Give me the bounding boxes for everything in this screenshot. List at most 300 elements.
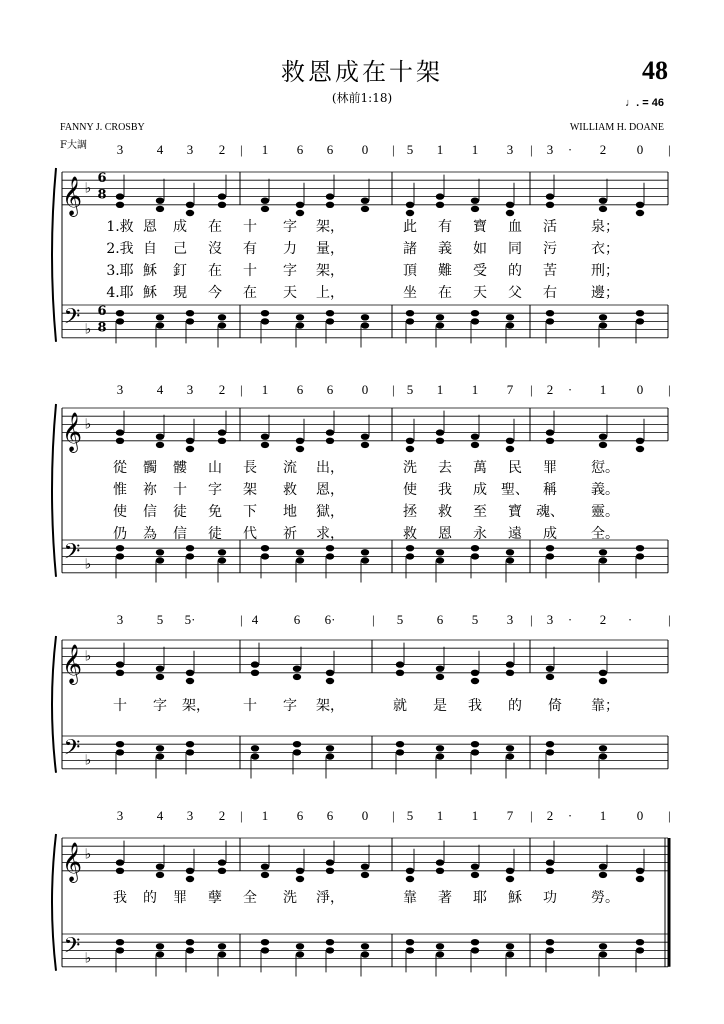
lyric-syllable: 架，: [316, 219, 344, 235]
bass-notehead: [506, 549, 514, 555]
lyric-syllable: 惟: [113, 482, 127, 498]
lyric-syllable: 救: [438, 504, 452, 520]
notation-digit: 6: [293, 612, 301, 627]
treble-clef-icon: 𝄞: [61, 643, 83, 684]
flat-icon: ♭: [84, 648, 92, 665]
notation-barline: |: [240, 382, 243, 397]
treble-notehead: [293, 666, 301, 672]
lyric-syllable: 上，: [316, 285, 344, 301]
bass-notehead: [506, 951, 514, 957]
bass-notehead: [116, 947, 124, 953]
bass-notehead: [361, 549, 369, 555]
treble-notehead: [296, 876, 304, 882]
lyric-syllable: 永: [473, 526, 487, 542]
bass-notehead: [261, 939, 269, 945]
bass-notehead: [471, 545, 479, 551]
lyric-syllable: 己: [173, 241, 187, 257]
bass-notehead: [361, 951, 369, 957]
bass-notehead: [186, 749, 194, 755]
time-signature-numerator: 6: [97, 171, 107, 187]
notation-digit: 3: [116, 612, 124, 627]
treble-notehead: [116, 661, 124, 667]
lyric-syllable: 力: [283, 241, 297, 257]
treble-notehead: [261, 872, 269, 878]
lyric-syllable: 坐: [403, 285, 417, 301]
bass-notehead: [116, 553, 124, 559]
notation-digit: 7: [506, 808, 514, 823]
hymn-title: 救恩成在十架: [281, 58, 443, 86]
bass-notehead: [396, 749, 404, 755]
treble-notehead: [116, 868, 124, 874]
treble-notehead: [396, 670, 404, 676]
bass-notehead: [396, 741, 404, 747]
treble-notehead: [116, 670, 124, 676]
lyric-syllable: 釘: [173, 263, 187, 279]
lyric-syllable: 遠: [508, 526, 522, 542]
notation-digit: 2: [218, 808, 226, 823]
notation-digit: 1: [261, 382, 269, 397]
notation-digit: 7: [506, 382, 514, 397]
lyric-syllable: 的: [508, 263, 522, 279]
lyric-syllable: 現: [173, 285, 187, 301]
lyric-syllable: 字: [153, 698, 167, 714]
lyric-syllable: 天: [283, 285, 297, 301]
lyric-syllable: 著: [438, 890, 452, 906]
bass-notehead: [261, 545, 269, 551]
bass-notehead: [436, 745, 444, 751]
lyric-syllable: 字: [283, 263, 297, 279]
notation-digit: 0: [636, 808, 644, 823]
bass-notehead: [546, 741, 554, 747]
treble-notehead: [218, 868, 226, 874]
treble-notehead: [261, 864, 269, 870]
notation-digit: 0: [636, 382, 644, 397]
notation-digit: ·: [567, 612, 573, 627]
tempo-marking: ♩. = 46: [625, 97, 664, 109]
flat-icon: ♭: [84, 752, 92, 769]
notation-digit: 3: [186, 382, 194, 397]
lyric-syllable: 十: [243, 263, 257, 279]
treble-notehead: [261, 198, 269, 204]
notation-digit: 3: [116, 142, 124, 157]
treble-notehead: [326, 438, 334, 444]
notation-digit: 2: [546, 808, 554, 823]
lyric-syllable: 救: [403, 526, 417, 542]
scripture-reference: (林前1:18): [331, 91, 393, 105]
lyric-syllable: 我: [113, 890, 127, 906]
treble-notehead: [636, 202, 644, 208]
notation-barline: |: [668, 382, 671, 397]
notation-barline: |: [240, 808, 243, 823]
bass-notehead: [296, 549, 304, 555]
treble-notehead: [156, 198, 164, 204]
lyric-syllable: 污: [543, 241, 557, 257]
system-brace: [52, 404, 56, 577]
notation-digit: 6: [326, 142, 334, 157]
treble-notehead: [261, 442, 269, 448]
treble-notehead: [546, 666, 554, 672]
bass-notehead: [471, 947, 479, 953]
treble-notehead: [251, 670, 259, 676]
lyric-syllable: 此: [403, 219, 417, 235]
notation-barline: |: [240, 142, 243, 157]
bass-notehead: [186, 553, 194, 559]
lyric-syllable: 靈。: [591, 504, 619, 520]
lyric-syllable: 從: [113, 460, 127, 476]
lyric-syllable: 稱: [543, 482, 557, 498]
treble-notehead: [599, 872, 607, 878]
key-signature-label: F大調: [60, 140, 87, 151]
treble-notehead: [361, 434, 369, 440]
lyric-syllable: 求，: [316, 526, 344, 542]
lyric-syllable: 寶: [508, 504, 522, 520]
bass-notehead: [296, 943, 304, 949]
bass-notehead: [361, 943, 369, 949]
treble-notehead: [436, 868, 444, 874]
treble-notehead: [296, 438, 304, 444]
treble-notehead: [218, 193, 226, 199]
notation-digit: 3: [546, 612, 554, 627]
lyric-syllable: 架: [243, 482, 257, 498]
treble-notehead: [296, 868, 304, 874]
treble-notehead: [396, 661, 404, 667]
notation-barline: |: [668, 808, 671, 823]
lyric-syllable: 字: [208, 482, 222, 498]
lyric-syllable: 下: [243, 504, 257, 520]
lyric-syllable: 穌: [143, 285, 157, 301]
lyric-syllable: 地: [283, 504, 297, 520]
treble-notehead: [471, 872, 479, 878]
bass-notehead: [436, 943, 444, 949]
bass-notehead: [186, 545, 194, 551]
lyric-syllable: 諸: [403, 241, 417, 257]
treble-notehead: [156, 442, 164, 448]
bass-clef-icon: 𝄢: [63, 933, 81, 964]
lyric-syllable: 民: [508, 460, 522, 476]
flat-icon: ♭: [84, 321, 92, 338]
treble-notehead: [636, 210, 644, 216]
treble-notehead: [636, 446, 644, 452]
treble-notehead: [599, 198, 607, 204]
treble-notehead: [406, 876, 414, 882]
bass-notehead: [599, 753, 607, 759]
bass-notehead: [436, 322, 444, 328]
lyric-syllable: 萬: [473, 460, 487, 476]
lyric-syllable: 髑: [143, 460, 157, 476]
treble-notehead: [599, 434, 607, 440]
notation-digit: ·: [567, 142, 573, 157]
bass-notehead: [296, 314, 304, 320]
flat-icon: ♭: [84, 950, 92, 967]
treble-notehead: [471, 442, 479, 448]
bass-notehead: [506, 943, 514, 949]
bass-notehead: [599, 322, 607, 328]
lyric-syllable: 字: [283, 219, 297, 235]
lyric-syllable: 十: [243, 698, 257, 714]
bass-notehead: [156, 943, 164, 949]
bass-notehead: [116, 318, 124, 324]
lyric-syllable: 穌: [508, 890, 522, 906]
notation-digit: 5: [156, 612, 164, 627]
lyric-syllable: 山: [208, 460, 222, 476]
treble-notehead: [636, 438, 644, 444]
notation-barline: |: [668, 612, 671, 627]
lyric-syllable: 頂: [403, 263, 417, 279]
notation-digit: 0: [361, 808, 369, 823]
bass-notehead: [296, 322, 304, 328]
treble-notehead: [326, 670, 334, 676]
bass-notehead: [116, 741, 124, 747]
notation-digit: 3: [186, 142, 194, 157]
system-brace: [52, 168, 56, 342]
bass-notehead: [156, 557, 164, 563]
notation-barline: |: [530, 142, 533, 157]
notation-digit: 3: [186, 808, 194, 823]
lyric-syllable: 愆。: [591, 460, 619, 476]
treble-notehead: [506, 876, 514, 882]
treble-notehead: [186, 678, 194, 684]
lyric-syllable: 活: [543, 219, 557, 235]
lyricist: FANNY J. CROSBY: [60, 122, 145, 133]
treble-notehead: [361, 442, 369, 448]
bass-notehead: [116, 749, 124, 755]
bass-notehead: [186, 939, 194, 945]
notation-barline: |: [372, 612, 375, 627]
lyric-syllable: 血: [508, 219, 522, 235]
bass-notehead: [218, 549, 226, 555]
lyric-syllable: 4.耶: [106, 285, 134, 301]
treble-notehead: [599, 442, 607, 448]
lyric-syllable: 天: [473, 285, 487, 301]
lyric-syllable: 在: [243, 285, 257, 301]
bass-notehead: [436, 951, 444, 957]
notation-digit: 4: [156, 142, 164, 157]
bass-notehead: [361, 322, 369, 328]
lyric-syllable: 仍: [113, 526, 127, 542]
treble-notehead: [186, 210, 194, 216]
notation-digit: 3: [116, 808, 124, 823]
notation-digit: 5·: [184, 612, 196, 627]
notation-digit: 2: [546, 382, 554, 397]
bass-notehead: [599, 745, 607, 751]
bass-notehead: [261, 553, 269, 559]
treble-notehead: [156, 206, 164, 212]
treble-notehead: [186, 670, 194, 676]
bass-notehead: [326, 545, 334, 551]
lyric-syllable: 髏: [173, 460, 187, 476]
lyric-syllable: 功: [543, 890, 557, 906]
lyric-syllable: 義。: [591, 482, 619, 498]
treble-notehead: [636, 876, 644, 882]
notation-barline: |: [668, 142, 671, 157]
lyric-syllable: 在: [208, 263, 222, 279]
lyric-syllable: 祈: [283, 526, 297, 542]
notation-digit: 6: [296, 808, 304, 823]
bass-notehead: [261, 947, 269, 953]
bass-clef-icon: 𝄢: [63, 735, 81, 766]
notation-digit: 4: [251, 612, 259, 627]
lyric-syllable: 量，: [316, 241, 344, 257]
notation-digit: 6: [326, 382, 334, 397]
lyric-syllable: 徒: [208, 526, 222, 542]
flat-icon: ♭: [84, 180, 92, 197]
bass-notehead: [186, 947, 194, 953]
bass-notehead: [599, 943, 607, 949]
notation-digit: 3: [506, 142, 514, 157]
lyric-syllable: 恩: [143, 219, 157, 235]
lyric-syllable: 受: [473, 263, 487, 279]
bass-notehead: [156, 753, 164, 759]
notation-digit: ·: [567, 382, 573, 397]
treble-notehead: [436, 859, 444, 865]
lyric-syllable: 罪: [173, 890, 187, 906]
bass-notehead: [326, 318, 334, 324]
notation-digit: 1: [471, 382, 479, 397]
lyric-syllable: 長: [243, 460, 257, 476]
bass-notehead: [251, 753, 259, 759]
bass-notehead: [326, 553, 334, 559]
bass-notehead: [506, 322, 514, 328]
lyric-syllable: 刑；: [591, 263, 619, 279]
treble-notehead: [218, 859, 226, 865]
lyric-syllable: 泉；: [591, 219, 619, 235]
notation-barline: |: [530, 382, 533, 397]
treble-notehead: [218, 202, 226, 208]
bass-notehead: [599, 314, 607, 320]
lyric-syllable: 靠；: [591, 698, 619, 714]
lyric-syllable: 架，: [316, 698, 344, 714]
bass-notehead: [186, 318, 194, 324]
notation-digit: 2: [599, 612, 607, 627]
notation-digit: 6: [296, 382, 304, 397]
lyric-syllable: 出，: [316, 460, 344, 476]
lyric-syllable: 魂、: [536, 504, 564, 520]
lyric-syllable: 救: [283, 482, 297, 498]
treble-notehead: [251, 661, 259, 667]
lyric-syllable: 使: [113, 504, 127, 520]
bass-notehead: [436, 557, 444, 563]
bass-notehead: [546, 553, 554, 559]
lyric-syllable: 邊；: [591, 285, 619, 301]
bass-notehead: [218, 951, 226, 957]
bass-notehead: [506, 314, 514, 320]
lyric-syllable: 3.耶: [106, 263, 134, 279]
bass-notehead: [471, 318, 479, 324]
notation-digit: 2: [218, 382, 226, 397]
bass-notehead: [506, 557, 514, 563]
notation-barline: |: [530, 808, 533, 823]
notation-digit: 1: [471, 142, 479, 157]
lyric-syllable: 恩，: [316, 482, 344, 498]
lyric-syllable: 苦: [543, 263, 557, 279]
bass-notehead: [546, 310, 554, 316]
treble-notehead: [506, 202, 514, 208]
lyric-syllable: 全: [243, 890, 257, 906]
lyric-syllable: 成: [543, 526, 557, 542]
treble-notehead: [156, 872, 164, 878]
lyric-syllable: 勞。: [591, 890, 619, 906]
treble-notehead: [546, 859, 554, 865]
lyric-syllable: 穌: [143, 263, 157, 279]
treble-notehead: [296, 202, 304, 208]
notation-digit: 4: [156, 382, 164, 397]
bass-notehead: [251, 745, 259, 751]
notation-digit: 1: [436, 382, 444, 397]
treble-notehead: [186, 202, 194, 208]
bass-notehead: [293, 749, 301, 755]
notation-digit: 6: [296, 142, 304, 157]
bass-notehead: [546, 947, 554, 953]
bass-notehead: [471, 310, 479, 316]
lyric-syllable: 1.救: [106, 219, 134, 235]
treble-notehead: [546, 674, 554, 680]
lyric-syllable: 孽: [208, 890, 222, 906]
treble-notehead: [506, 670, 514, 676]
notation-digit: 0: [361, 142, 369, 157]
treble-notehead: [361, 198, 369, 204]
bass-notehead: [636, 318, 644, 324]
notation-digit: 5: [406, 382, 414, 397]
notation-barline: |: [240, 612, 243, 627]
treble-notehead: [471, 678, 479, 684]
bass-notehead: [296, 951, 304, 957]
bass-notehead: [406, 947, 414, 953]
bass-notehead: [186, 310, 194, 316]
bass-notehead: [546, 749, 554, 755]
lyric-syllable: 難: [438, 263, 452, 279]
treble-notehead: [436, 193, 444, 199]
lyric-syllable: 徒: [173, 504, 187, 520]
bass-notehead: [636, 310, 644, 316]
notation-digit: 2: [218, 142, 226, 157]
lyric-syllable: 去: [438, 460, 452, 476]
bass-notehead: [326, 745, 334, 751]
treble-notehead: [546, 193, 554, 199]
treble-notehead: [546, 202, 554, 208]
treble-notehead: [471, 670, 479, 676]
bass-notehead: [471, 749, 479, 755]
lyric-syllable: 罪: [543, 460, 557, 476]
lyric-syllable: 成: [473, 482, 487, 498]
time-signature-denominator: 8: [97, 320, 107, 336]
bass-notehead: [326, 310, 334, 316]
lyric-syllable: 我: [468, 698, 482, 714]
bass-notehead: [636, 947, 644, 953]
bass-notehead: [326, 939, 334, 945]
lyric-syllable: 義: [438, 241, 452, 257]
notation-digit: 1: [261, 142, 269, 157]
lyric-syllable: 十: [173, 482, 187, 498]
treble-notehead: [471, 206, 479, 212]
lyric-syllable: 的: [143, 890, 157, 906]
lyric-syllable: 同: [508, 241, 522, 257]
treble-notehead: [326, 859, 334, 865]
treble-notehead: [116, 202, 124, 208]
notation-digit: 1: [436, 142, 444, 157]
lyric-syllable: 信: [143, 504, 157, 520]
bass-notehead: [116, 545, 124, 551]
notation-digit: 1: [599, 808, 607, 823]
lyric-syllable: 字: [283, 698, 297, 714]
bass-notehead: [406, 939, 414, 945]
notation-digit: 5: [406, 142, 414, 157]
treble-clef-icon: 𝄞: [61, 175, 83, 216]
treble-notehead: [406, 438, 414, 444]
bass-notehead: [599, 549, 607, 555]
bass-notehead: [471, 741, 479, 747]
treble-notehead: [471, 864, 479, 870]
notation-digit: 6·: [324, 612, 336, 627]
